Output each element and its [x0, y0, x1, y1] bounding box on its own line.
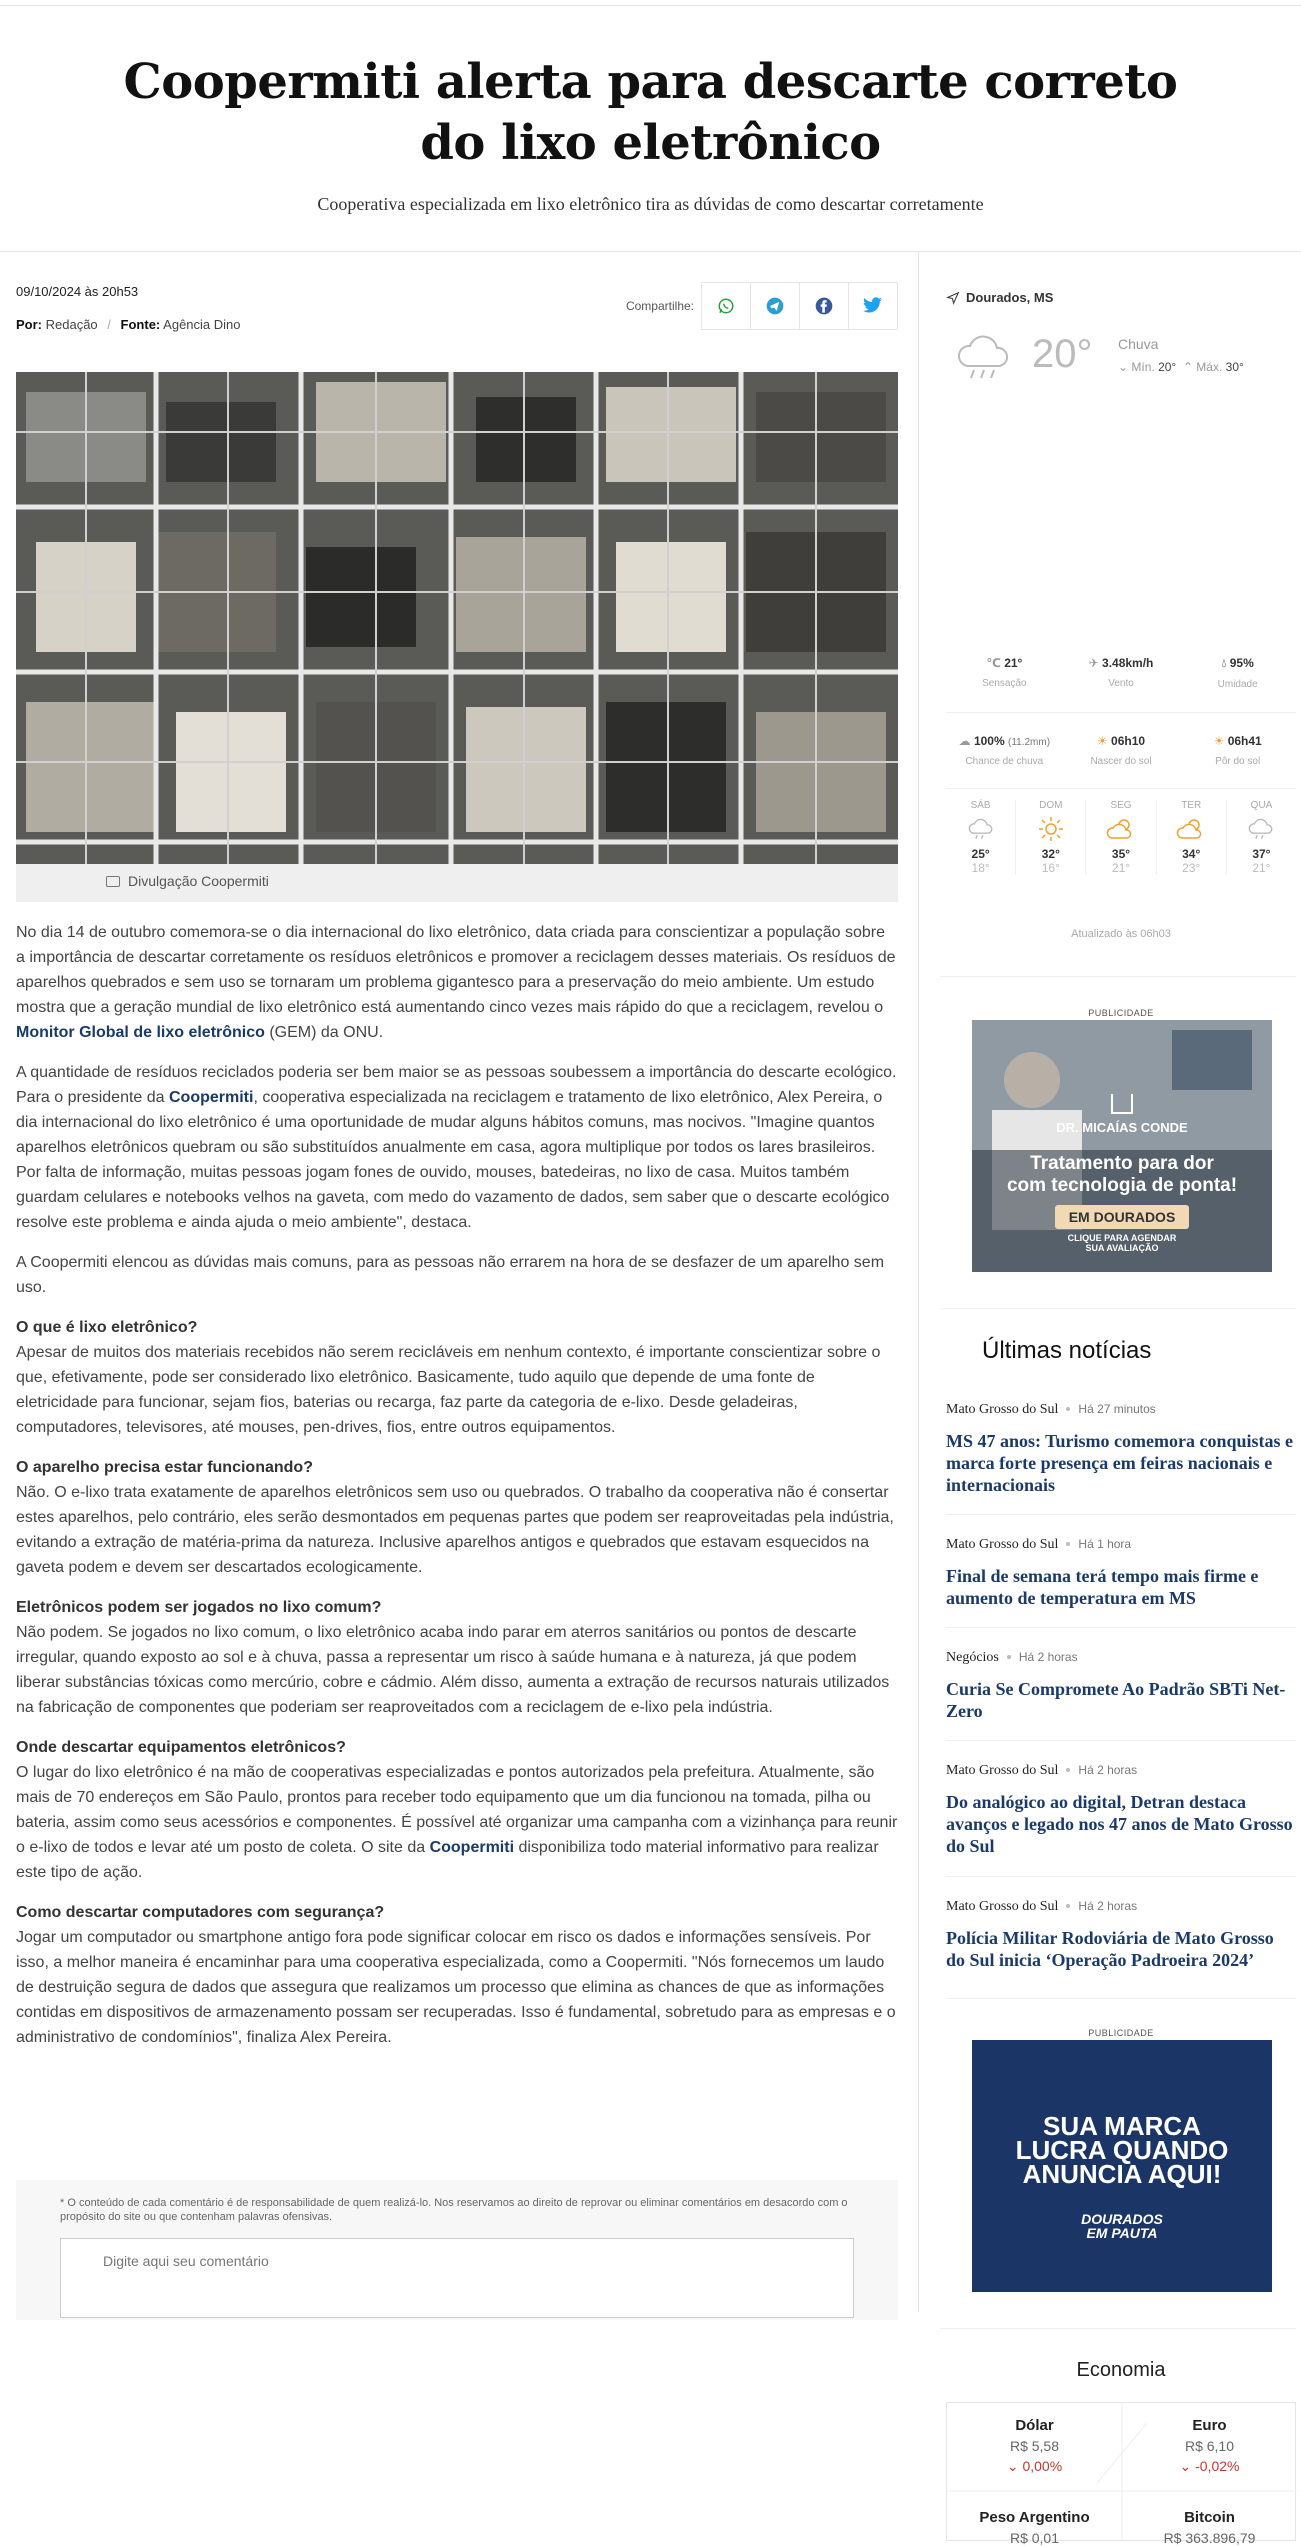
chevron-down-icon: ⌄ [1006, 2458, 1023, 2474]
news-item[interactable]: Mato Grosso do Sul Há 27 minutos MS 47 anos: Turismo comemora conquistas e marca forte presença em feiras nacionais e internacionais [946, 1400, 1296, 1496]
news-item[interactable]: Mato Grosso do Sul Há 1 hora Final de semana terá tempo mais firme e aumento de temperatura em MS [946, 1535, 1296, 1609]
latest-news-title: Últimas notícias [982, 1337, 1152, 1364]
forecast-day: QUA 37° 21° [1227, 800, 1296, 875]
divider [940, 976, 1296, 977]
publish-date: 09/10/2024 às 20h53 [16, 284, 139, 299]
share-whatsapp-button[interactable] [701, 282, 751, 330]
news-title[interactable]: Final de semana terá tempo mais firme e aumento de temperatura em MS [946, 1566, 1259, 1608]
divider [946, 1740, 1296, 1741]
share-label: Compartilhe: [625, 299, 694, 313]
article-title: Coopermiti alerta para descarte correto do lixo eletrônico [123, 54, 1178, 171]
weather-updated: Atualizado às 06h03 [1071, 928, 1171, 940]
economy-widget [946, 2402, 1296, 2546]
news-item[interactable]: Mato Grosso do Sul Há 2 horas Do analógico ao digital, Detran destaca avanços e legado nos 47 anos de Mato Grosso do Sul [946, 1761, 1296, 1857]
gem-link[interactable]: Monitor Global de lixo eletrônico [16, 1024, 265, 1041]
ad-headline-1: Tratamento para dor [1030, 1153, 1214, 1174]
ewaste-photo-illustration [16, 372, 898, 864]
dourados-em-pauta-logo: DOURADOS EM PAUTA [1081, 2211, 1163, 2241]
divider [946, 1514, 1296, 1515]
rain-chance: ☁ 100% (11.2mm) Chance de chuva [958, 734, 1051, 767]
ad-label: PUBLICIDADE [1088, 1008, 1154, 1018]
weather-details-row2 [946, 734, 1296, 767]
forecast [946, 800, 1296, 875]
economy-title: Economia [1076, 2359, 1166, 2381]
twitter-icon [863, 297, 883, 315]
forecast-day: SÁB 25° 18° [946, 800, 1016, 875]
location-arrow-icon [946, 291, 960, 305]
article-body [16, 920, 898, 2065]
currency-peso: Peso Argentino R$ 0,01 [979, 2509, 1090, 2546]
question-heading: Como descartar computadores com segurança? [16, 1904, 385, 1921]
news-title[interactable]: Do analógico ao digital, Detran destaca avanços e legado nos 47 anos de Mato Grosso do Sul [946, 1792, 1293, 1856]
dot [1066, 1542, 1070, 1546]
cloud-rain-icon [954, 332, 1014, 382]
source-label: Fonte: [120, 317, 161, 332]
main-area [0, 252, 1301, 2546]
article [16, 272, 898, 2269]
ad2-line: LUCRA QUANDO [1015, 2135, 1229, 2165]
ad-location-button[interactable]: EM DOURADOS [1055, 1205, 1190, 1229]
comment-section [16, 2180, 898, 2320]
comment-input[interactable]: Digite aqui seu comentário [60, 2238, 854, 2318]
author: Redação [45, 317, 98, 332]
currency-euro: Euro R$ 6,10 ⌄ -0,02% [1179, 2417, 1240, 2474]
weather-current [954, 322, 1284, 392]
ad-cta: CLIQUE PARA AGENDAR SUA AVALIAÇÃO [1067, 1233, 1177, 1253]
dot [1007, 1655, 1011, 1659]
photo-caption: Divulgação Coopermiti [16, 864, 898, 902]
paragraph: A quantidade de resíduos reciclados poderia ser bem maior se as pessoas soubessem a importância do descarte ecológico. Para o presidente da Coopermiti, cooperativa especializada na reciclagem e tratamento de lixo eletrônico, Alex Pereira, o dia internacional do lixo eletrônico é uma oportunidade de mudar alguns hábitos comuns, mas nocivos. "Imagine quantos aparelhos eletrônicos quebram ou são substituídos anualmente em casa, agora multiplique por todos os lares brasileiros. Por falta de informação, muitas pessoas jogam fones de ouvido, mouses, batedeiras, no lixo de casa. Muitos também guardam celulares e notebooks velhos na gaveta, com medo do vazamento de dados, sem saber que o descarte ecológico resolve este problema e ainda ajuda o meio ambiente", destaca. [16, 1064, 897, 1231]
column-divider [918, 252, 919, 2312]
dot [1066, 1407, 1070, 1411]
paragraph: A Coopermiti elencou as dúvidas mais comuns, para as pessoas não errarem na hora de se desfazer de um aparelho sem uso. [16, 1254, 885, 1296]
share-twitter-button[interactable] [848, 282, 898, 330]
cloud-icon: ☁ [958, 734, 974, 748]
chevron-down-icon: ⌄ [1179, 2458, 1196, 2474]
sunrise-icon: ☀ [1096, 734, 1112, 748]
news-title[interactable]: Polícia Militar Rodoviária de Mato Grosso do Sul inicia ‘Operação Padroeira 2024’ [946, 1928, 1274, 1970]
article-header [0, 6, 1301, 252]
facebook-icon [814, 296, 834, 316]
sun-icon [1037, 815, 1065, 843]
dot [1066, 1904, 1070, 1908]
share-telegram-button[interactable] [750, 282, 800, 330]
telegram-icon [765, 296, 785, 316]
wind: ✈ 3.48km/h Vento [1088, 656, 1154, 689]
coopermiti-link[interactable]: Coopermiti [169, 1089, 254, 1106]
wind-icon: ✈ [1088, 656, 1103, 670]
comment-disclaimer: * O conteúdo de cada comentário é de responsabilidade de quem realizá-lo. Nos reservamos ao direito de reprovar ou eliminar comentários em desacordo com o propósito do site ou que contenham palavras ofensivas. [60, 2197, 848, 2223]
forecast-day: DOM 32° 16° [1016, 800, 1086, 875]
forecast-day: SEG 35° 21° [1086, 800, 1156, 875]
ad2-line: SUA MARCA [1043, 2111, 1201, 2141]
qa-block: O aparelho precisa estar funcionando? Não. O e-lixo trata exatamente de aparelhos eletrônicos sem uso ou quebrados. O trabalho da cooperativa não é consertar estes aparelhos, pelo contrário, eles serão desmontados em pequenas partes que podem ser reaproveitadas pela indústria, evitando a extração de matéria-prima da natureza. Inclusive aparelhos antigos e quebrados que estavam esquecidos na gaveta podem e devem ser descartados ecologicamente. [16, 1459, 894, 1576]
weather-condition: Chuva [1118, 336, 1159, 352]
currency-dolar: Dólar R$ 5,58 ⌄ 0,00% [1006, 2417, 1063, 2474]
qa-block: Onde descartar equipamentos eletrônicos? O lugar do lixo eletrônico é na mão de cooperativas especializadas e pontos autorizados pela prefeitura. Atualmente, são mais de 70 endereços em São Paulo, prontos para receber todo equipamento que um dia funcionou na tomada, pilha ou bateria, assim como seus acessórios e componentes. É possível até organizar uma campanha com a vizinhança para reunir o e-lixo de todos e levar até um posto de coleta. O site da Coopermiti disponibiliza todo material informativo para realizar este tipo de ação. [16, 1739, 898, 1881]
divider [940, 1308, 1296, 1309]
ad2-line: ANUNCIA AQUI! [1022, 2159, 1222, 2189]
article-photo [16, 372, 898, 864]
byline-separator: / [107, 317, 111, 332]
sunrise: ☀ 06h10 Nascer do sol [1090, 734, 1152, 767]
weather-location: Dourados, MS [946, 290, 1053, 305]
min-max: ⌄ Mín. 20° ⌃ Máx. 30° [1118, 360, 1244, 374]
current-temperature: 20° [1032, 332, 1093, 376]
sunset: ☀ 06h41 Pôr do sol [1213, 734, 1262, 767]
whatsapp-icon [717, 297, 735, 315]
news-title[interactable]: Curia Se Compromete Ao Padrão SBTi Net-Zero [946, 1679, 1286, 1721]
paragraph: No dia 14 de outubro comemora-se o dia internacional do lixo eletrônico, data criada para conscientizar a população sobre a importância de descartar corretamente os resíduos eletrônicos e promover a reciclagem desses materiais. Os resíduos de aparelhos quebrados e sem uso se tornaram um problema gigantesco para a preservação do meio ambiente. Um estudo mostra que a geração mundial de lixo eletrônico está aumentando cinco vezes mais rápido do que a reciclagem, revelou o Monitor Global de lixo eletrônico (GEM) da ONU. [16, 924, 896, 1041]
sunset-icon: ☀ [1213, 734, 1228, 748]
qa-block: Como descartar computadores com segurança? Jogar um computador ou smartphone antigo fora pode significar colocar em risco os dados e informações sensíveis. Por isso, a melhor maneira é encaminhar para uma cooperativa especializada, como a Coopermiti. "Nós fornecemos um laudo de destruição segura de dados que assegura que realizamos um processo que elimina as chances de que as informações contidas em dispositivos de armazenamento possam ser recuperadas. Isso é fundamental, sobretudo para as empresas e o administrativo de condomínios", finaliza Alex Pereira. [16, 1904, 896, 2046]
share-bar [626, 282, 898, 330]
question-heading: Onde descartar equipamentos eletrônicos? [16, 1739, 346, 1756]
qa-block: Eletrônicos podem ser jogados no lixo comum? Não podem. Se jogados no lixo comum, o lixo eletrônico acaba indo parar em aterros sanitários ou pontos de descarte irregular, quando exposto ao sol e à chuva, passa a representar um risco à saúde humana e à natureza, já que podem liberar substâncias tóxicas como mercúrio, cobre e cádmio. Além disso, aumenta a extração de recursos naturais utilizados na fabricação de componentes que poderiam ser reaproveitados com a reciclagem de e-lixo pela indústria. [16, 1599, 890, 1716]
article-subtitle: Cooperativa especializada em lixo eletrônico tira as dúvidas de como descartar corretamente [317, 194, 984, 214]
question-heading: O que é lixo eletrônico? [16, 1319, 198, 1336]
partly-cloudy-icon [1106, 816, 1136, 842]
feels-like: ℃ 21° Sensação [982, 656, 1027, 689]
ad-label: PUBLICIDADE [1088, 2028, 1154, 2038]
camera-icon [106, 876, 120, 887]
divider [946, 1876, 1296, 1877]
divider [946, 1998, 1296, 1999]
divider [940, 2328, 1296, 2329]
divider [946, 788, 1296, 789]
advertise-here-ad[interactable] [972, 2040, 1272, 2292]
ad-doctor-name: DR. MICAÍAS CONDE [1056, 1120, 1188, 1135]
news-item[interactable]: Mato Grosso do Sul Há 2 horas Polícia Militar Rodoviária de Mato Grosso do Sul inicia ‘Operação Padroeira 2024’ [946, 1897, 1296, 1971]
clinic-ad[interactable] [972, 1020, 1272, 1272]
coopermiti-site-link[interactable]: Coopermiti [429, 1839, 515, 1856]
author-label: Por: [16, 317, 42, 332]
droplet-icon: 💧︎ [1221, 656, 1230, 670]
question-heading: Eletrônicos podem ser jogados no lixo comum? [16, 1599, 382, 1616]
source: Agência Dino [163, 317, 241, 332]
humidity: 💧︎ 95% Umidade [1217, 656, 1258, 690]
question-heading: O aparelho precisa estar funcionando? [16, 1459, 313, 1476]
dot [1066, 1768, 1070, 1772]
qa-block: O que é lixo eletrônico? Apesar de muitos dos materiais recebidos não serem recicláveis em nenhum contexto, é importante conscientizar sobre o que, efetivamente, pode ser considerado lixo eletrônico. Basicamente, tudo aquilo que depende de uma fonte de eletricidade para funcionar, sejam fios, baterias ou recarga, faz parte da categoria de e-lixo. Desde geladeiras, computadores, televisores, até mouses, pen-drives, fios, entre outros equipamentos. [16, 1319, 881, 1436]
news-item[interactable]: Negócios Há 2 horas Curia Se Compromete Ao Padrão SBTi Net-Zero [946, 1648, 1296, 1722]
news-title[interactable]: MS 47 anos: Turismo comemora conquistas e marca forte presença em feiras nacionais e internacionais [946, 1431, 1294, 1495]
divider [946, 1627, 1296, 1628]
logo-icon [1111, 1094, 1133, 1114]
cloud-rain-icon [967, 817, 995, 841]
thermometer-icon: ℃ [986, 656, 1005, 670]
forecast-day: TER 34° 23° [1157, 800, 1227, 875]
ad-headline-2: com tecnologia de ponta! [1006, 1175, 1238, 1196]
currency-bitcoin: Bitcoin R$ 363.896,79 [1163, 2509, 1256, 2546]
cloud-rain-icon [1247, 817, 1275, 841]
weather-details-row1 [946, 656, 1296, 690]
divider [946, 712, 1296, 713]
partly-cloudy-icon [1176, 816, 1206, 842]
share-facebook-button[interactable] [799, 282, 849, 330]
